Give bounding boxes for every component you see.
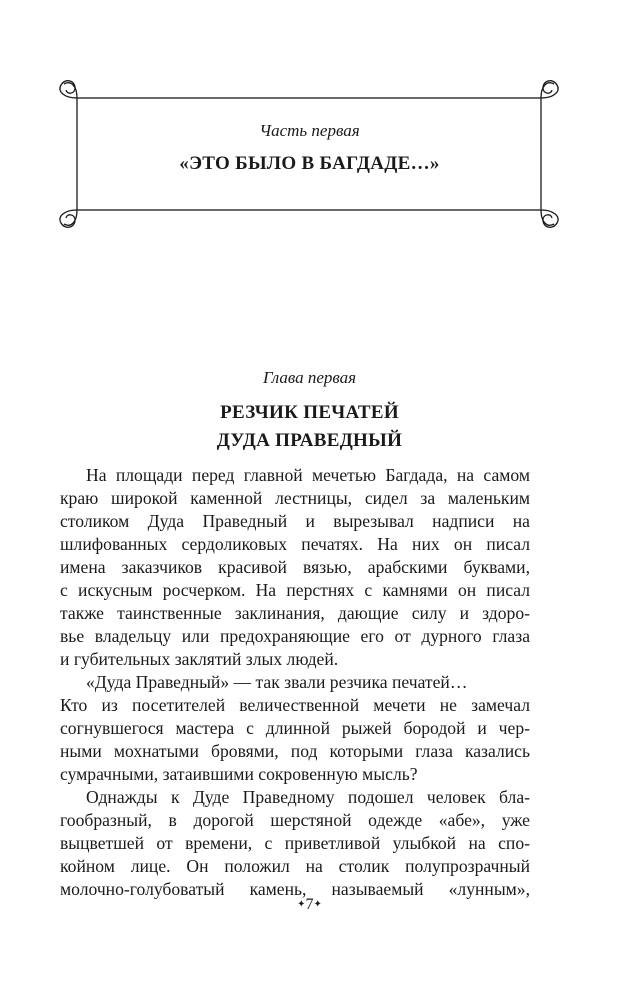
text-line: выцветшей от времени, с приветливой улыбкой на спо- [60, 833, 530, 853]
text-line: койном лице. Он положил на столик полупрозрачный [60, 856, 530, 876]
text-line: На площади перед главной мечетью Багдада, на самом [86, 465, 530, 485]
text-line: краю широкой каменной лестницы, сидел за маленьким [60, 488, 530, 508]
part-title: «ЭТО БЫЛО В БАГДАДЕ…» [179, 153, 440, 174]
text-line: и губительных заклятий злых людей. [60, 649, 339, 669]
text-line: молочно-голубоватый камень, называемый «лунным», [60, 879, 530, 899]
text-line: ными мохнатыми бровями, под которыми глаза казались [60, 741, 530, 761]
page-number: 7 [305, 896, 314, 913]
text-line: согнувшегося мастера с длинной рыжей бородой и чер- [60, 718, 530, 738]
text-line: гообразный, в дорогой шерстяной одежде «абе», уже [60, 810, 530, 830]
chapter-title-line-2: ДУДА ПРАВЕДНЫЙ [216, 430, 403, 451]
text-line: с искусным росчерком. На перстнях с камнями он писал [60, 580, 530, 600]
text-line: имена заказчиков красивой вязью, арабскими буквами, [60, 557, 530, 577]
text-line: столиком Дуда Праведный и вырезывал надписи на [60, 511, 530, 531]
ornament-right-icon: ✦ [313, 899, 322, 910]
text-line: также таинственные заклинания, дающие силу и здоро- [60, 603, 530, 623]
body-text [60, 464, 530, 901]
text-line: сумрачными, затаившими сокровенную мысль? [60, 764, 418, 784]
ornament-left-icon: ✦ [297, 899, 306, 910]
page-number-footer [0, 896, 619, 914]
text-line: Кто из посетителей величественной мечети не замечал [60, 695, 530, 715]
chapter-title-line-1: РЕЗЧИК ПЕЧАТЕЙ [220, 402, 399, 423]
chapter-label: Глава первая [262, 368, 357, 387]
text-line: шлифованных сердоликовых печатях. На них он писал [60, 534, 530, 554]
part-label: Часть первая [259, 121, 360, 140]
text-line: «Дуда Праведный» — так звали резчика печатей… [86, 672, 468, 692]
text-line: вье владельцу или предохраняющие его от дурного глаза [60, 626, 530, 646]
text-line: Однажды к Дуде Праведному подошел человек бла- [86, 787, 530, 807]
